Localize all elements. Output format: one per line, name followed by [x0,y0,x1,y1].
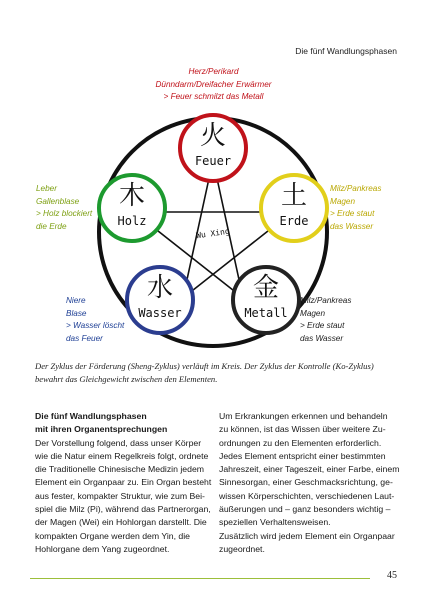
body-line: aus fester, kompakter Struktur, wie zum Bei- [35,490,205,501]
body-line: äußerungen und – ganz besonders wichtig – [219,504,391,515]
figure-caption [35,360,395,386]
water-annotation-line: Blase [66,308,87,318]
fire-annotation-line: Herz/Perikard [188,67,239,76]
body-line: ordnungen zu den Elementen erforderlich. [219,437,382,448]
metal-annotation [300,295,380,345]
water-name: Wasser [138,306,182,320]
body-line: speziellen Verhaltensweisen. [219,517,331,528]
earth-name: Erde [279,214,309,228]
body-line: die Traditionelle Chinesische Medizin jedem [35,464,205,475]
wood-annotation-line: die Erde [36,221,67,231]
caption-line: bewahrt das Gleichgewicht zwischen den Elementen. [35,374,218,384]
wood-annotation-line: Leber [36,184,57,193]
earth-glyph: 土 [280,181,308,211]
wood-annotation [36,183,136,233]
earth-annotation [330,183,410,233]
body-line: der Magen (Wei) ein Hohlorgan darstellt. Die [35,517,207,528]
metal-annotation-line: das Wasser [300,333,344,343]
body-line: Um Erkrankungen erkennen und behandeln [219,411,388,421]
body-line: Sinnesorgan, einer Geschmacksrichtung, ge- [219,477,393,488]
body-line: Hohlorgane dem Yang zugeordnet. [35,543,170,554]
caption-line: Der Zyklus der Förderung (Sheng-Zyklus) verläuft im Kreis. Der Zyklus der Kontrolle (Ko-Zyklus) [35,361,374,371]
body-column-left [35,410,210,556]
body-line: wie die Natur einem Regelkreis folgt, ordnete [35,450,209,461]
metal-glyph: 金 [252,273,280,303]
metal-annotation-line: Magen [300,308,326,318]
running-head: Die fünf Wandlungsphasen [295,46,397,56]
section-subheading: mit ihren Organentsprechungen [35,424,168,435]
wood-annotation-line: > Holz blockiert [36,209,93,218]
element-fire [180,115,246,181]
body-line: kompakten Organe werden dem Yin, die [35,530,191,541]
earth-annotation-line: Magen [330,196,356,206]
fire-annotation-line: > Feuer schmilzt das Metall [163,92,264,101]
water-annotation-line: Niere [66,296,86,305]
earth-annotation-line: das Wasser [330,221,374,231]
body-line: Element ein Organpaar zu. Ein Organ besteht [35,477,212,488]
water-annotation-line: > Wasser löscht [66,321,125,330]
earth-annotation-line: Milz/Pankreas [330,184,382,193]
metal-annotation-line: Milz/Pankreas [300,296,352,305]
body-line: wissen Körperschichten, verschiedenen Laut- [219,490,395,501]
wood-glyph: 木 [118,181,146,211]
element-earth [261,175,327,241]
water-glyph: 水 [146,273,174,303]
wu-xing-diagram [0,60,427,360]
fire-glyph: 火 [199,121,227,151]
water-annotation-line: das Feuer [66,333,103,343]
fire-name: Feuer [194,154,232,168]
page-number: 45 [387,570,397,581]
fire-annotation-line: Dünndarm/Dreifacher Erwärmer [155,79,272,89]
body-line: Jedes Element entspricht einer bestimmten [219,450,386,461]
water-annotation [66,295,146,345]
wood-name: Holz [117,214,147,228]
footer-rule [30,578,370,579]
fire-annotation [120,66,307,104]
metal-name: Metall [244,306,288,320]
body-line: Zusätzlich wird jedem Element ein Organpaar [219,530,395,541]
earth-annotation-line: > Erde staut [330,209,375,218]
body-column-right [219,410,400,556]
element-metal [233,267,299,333]
body-line: Jahreszeit, einer Tageszeit, einer Farbe, einem [219,464,400,475]
section-heading: Die fünf Wandlungsphasen [35,411,147,421]
wood-annotation-line: Gallenblase [36,196,80,206]
metal-annotation-line: > Erde staut [300,321,345,330]
wu-xing-label: Wu Xing [195,226,231,241]
body-line: zu können, ist das Wissen über weitere Zu- [219,424,386,435]
body-line: zugeordnet. [219,543,265,554]
body-line: Der Vorstellung folgend, dass unser Körper [35,437,202,448]
body-line: spiel die Milz (Pi), während das Partnerorgan, [35,504,211,515]
